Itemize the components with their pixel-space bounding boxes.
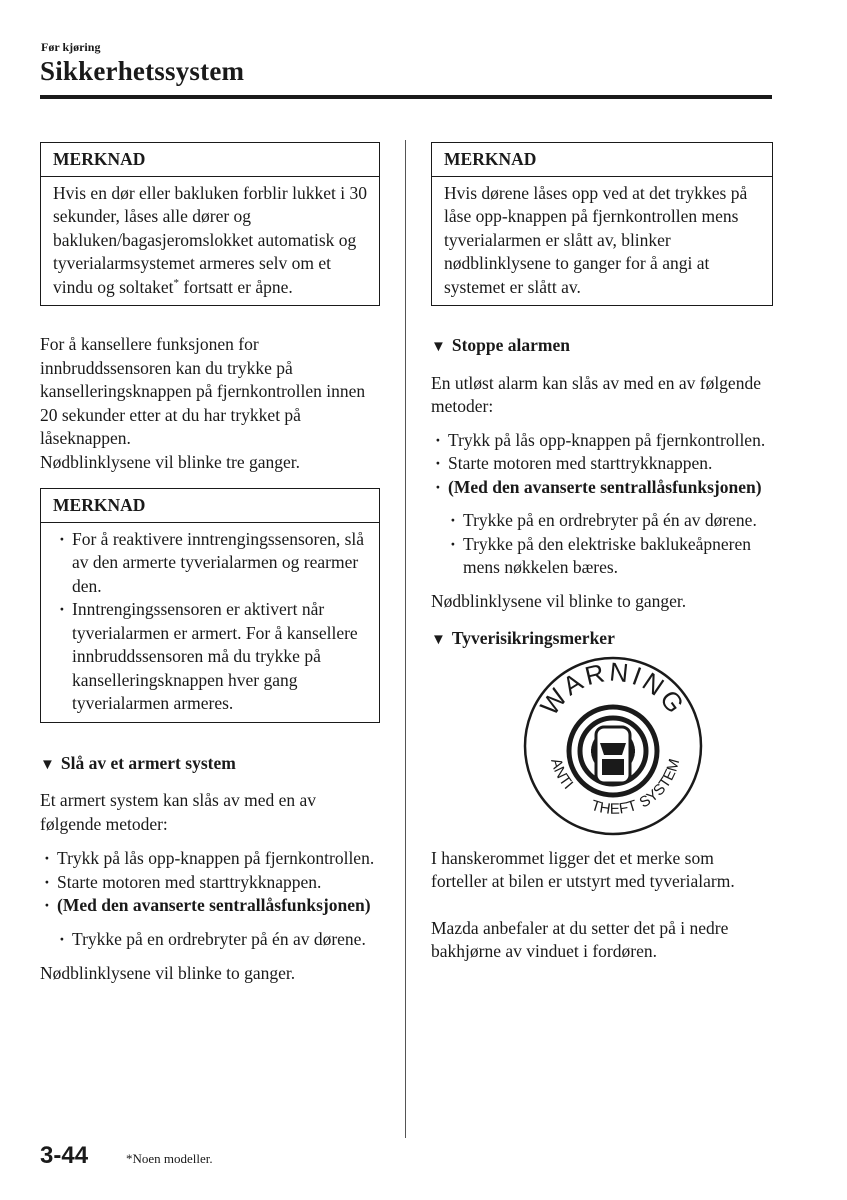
heading-disarm — [40, 752, 380, 778]
heading-text: Tyverisikringsmerker — [451, 628, 615, 648]
column-divider — [405, 140, 406, 1138]
method-list — [40, 847, 380, 918]
note-box-intrusion — [40, 488, 380, 723]
note-box-unlock — [431, 142, 773, 306]
emblem-text-top: WARNING — [534, 655, 692, 721]
triangle-down-icon: ▼ — [431, 339, 446, 355]
paragraph-intro: En utløst alarm kan slås av med en av følgende metoder: — [431, 372, 761, 416]
note-text: Hvis en dør eller bakluken forblir lukket i 30 sekunder, låses alle dører og bakluken/bagasjeromslokket automatisk og tyverialarmsystemet armeres selv om et vindu og soltaket — [53, 182, 367, 297]
list-item: · (Med den avanserte sentrallåsfunksjonen) — [40, 894, 380, 918]
paragraph-outro: Nødblinklysene vil blinke to ganger. — [40, 963, 296, 983]
paragraph-outro: Nødblinklysene vil blinke to ganger. — [431, 590, 687, 611]
note-header: MERKNAD — [432, 143, 772, 177]
right-column — [431, 142, 773, 964]
list-item: · Trykke på den elektriske baklukeåpneren mens nøkkelen bæres. — [446, 533, 773, 580]
left-column — [40, 142, 380, 986]
list-item: · For å reaktivere inntrengingssensoren, slå av den armerte tyverialarmen og rearmer den. — [55, 528, 367, 599]
note-text: Hvis dørene låses opp ved at det trykkes på låse opp-knappen på fjernkontrollen mens tyverialarmen er slått av, blinker nødblinklysene to ganger for å angi at systemet er slått av. — [444, 182, 748, 297]
note-text-end: fortsatt er åpne. — [179, 276, 293, 297]
anti-theft-emblem — [453, 653, 773, 839]
sub-method-list — [446, 509, 773, 580]
note-body — [41, 177, 379, 306]
list-item: · Trykke på en ordrebryter på én av dørene. — [446, 509, 773, 533]
note-header: MERKNAD — [41, 143, 379, 177]
paragraph-placement: Mazda anbefaler at du setter det på i nedre bakhjørne av vinduet i fordøren. — [431, 917, 729, 961]
anti-theft-emblem-icon — [520, 653, 706, 839]
list-item: · Trykk på lås opp-knappen på fjernkontrollen. — [431, 429, 773, 453]
heading-text: Stoppe alarmen — [451, 335, 570, 355]
list-item: · Inntrengingssensoren er aktivert når tyverialarmen er armert. For å kansellere innbruddssensoren må du trykke på kanselleringsknappen hver gang tyverialarmen armeres. — [55, 598, 367, 716]
page-number: 3-44 — [40, 1142, 89, 1169]
paragraph-hazard-three: Nødblinklysene vil blinke tre ganger. — [40, 451, 301, 472]
triangle-down-icon: ▼ — [431, 632, 446, 648]
page-title: Sikkerhetssystem — [40, 56, 245, 86]
note-box-auto-lock — [40, 142, 380, 306]
paragraph-glovebox: I hanskerommet ligger det et merke som forteller at bilen er utstyrt med tyverialarm. — [431, 847, 735, 891]
footnote: *Noen modeller. — [126, 1151, 213, 1166]
footnote-marker: * — [173, 276, 180, 289]
emblem-text-left: ANTI — [547, 755, 577, 793]
emblem-text-right: SYSTEM — [636, 756, 684, 811]
triangle-down-icon: ▼ — [40, 756, 55, 773]
list-item: · Trykke på en ordrebryter på én av dørene. — [55, 928, 380, 952]
section-label: Før kjøring — [41, 40, 101, 54]
list-item: · Starte motoren med starttrykknappen. — [40, 871, 380, 895]
note-body — [41, 523, 379, 722]
title-rule — [40, 95, 772, 99]
heading-stop-alarm — [431, 334, 773, 360]
note-body — [432, 177, 772, 306]
sub-method-list — [55, 928, 380, 952]
list-item: · Trykk på lås opp-knappen på fjernkontrollen. — [40, 847, 380, 871]
list-item: · (Med den avanserte sentrallåsfunksjonen) — [431, 476, 773, 500]
car-top-view-icon — [591, 727, 635, 783]
note-header: MERKNAD — [41, 489, 379, 523]
emblem-text-bottom: THEFT — [589, 796, 639, 818]
heading-text: Slå av et armert system — [60, 752, 236, 773]
method-list — [431, 429, 773, 500]
heading-theft-markers — [431, 627, 773, 653]
note-list — [55, 528, 367, 716]
paragraph-cancel-sensor: For å kansellere funksjonen for innbruddssensoren kan du trykke på kanselleringsknappen på fjernkontrollen innen 20 sekunder etter at du har trykket på låseknappen. — [40, 334, 366, 448]
paragraph-intro: Et armert system kan slås av med en av følgende metoder: — [40, 790, 317, 834]
list-item: · Starte motoren med starttrykknappen. — [431, 452, 773, 476]
